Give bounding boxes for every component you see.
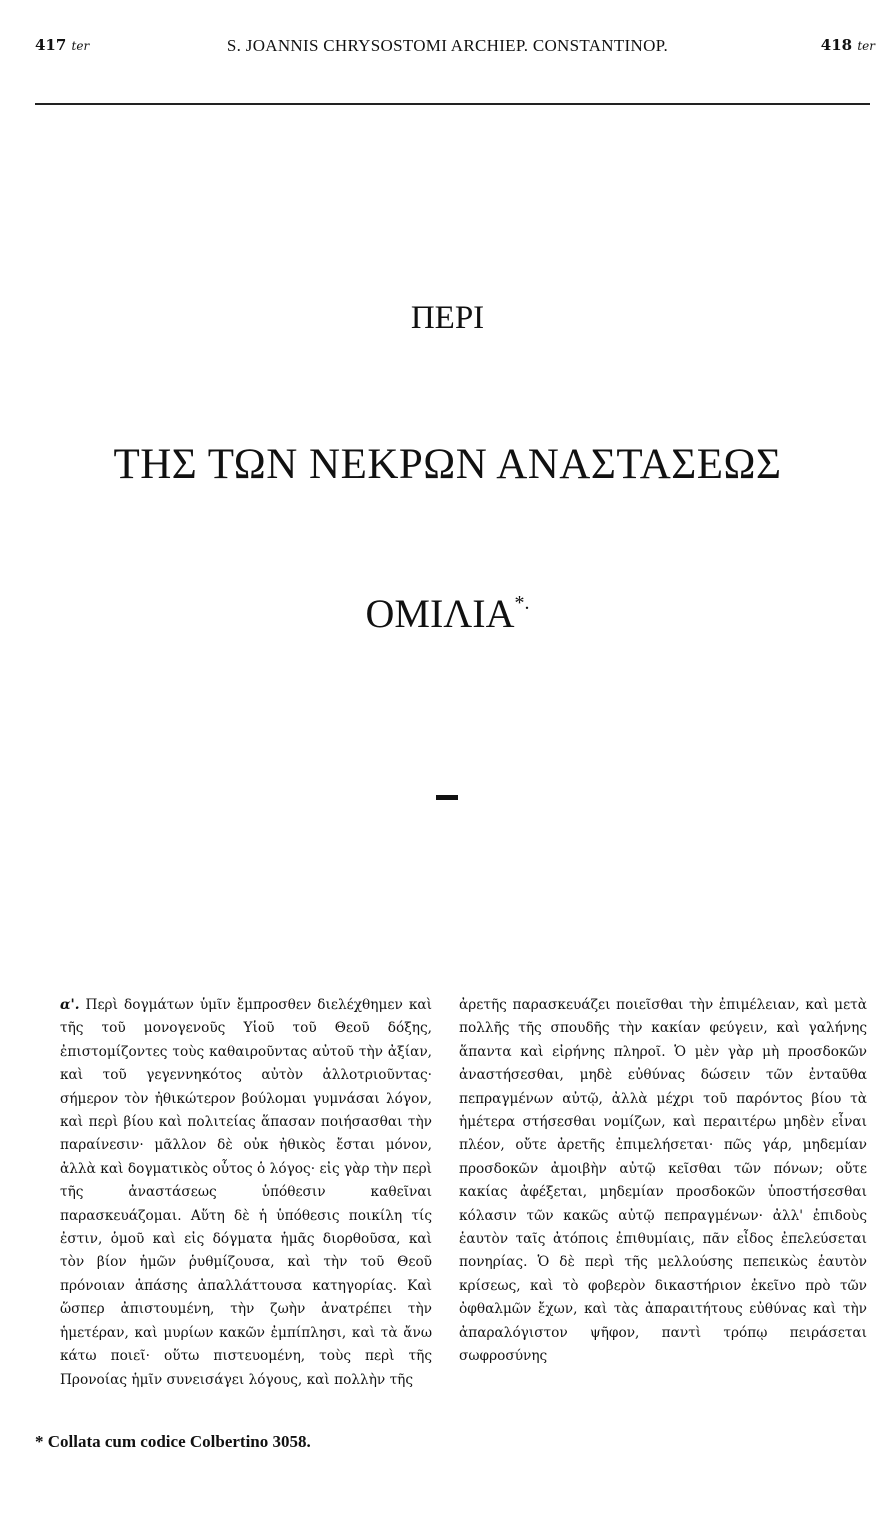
section-mark: α'. <box>60 997 80 1013</box>
right-text-column <box>459 994 867 1369</box>
separator-dash <box>436 795 458 800</box>
footnote: * Collata cum codice Colbertino 3058. <box>35 1432 311 1451</box>
title-line-peri: ΠΕΡΙ <box>410 300 485 336</box>
right-page-number: 418 ter <box>820 36 875 54</box>
header-rule <box>35 103 870 105</box>
right-column-text: ἀρετῆς παρασκευάζει ποιεῖσθαι τὴν ἐπιμέλειαν, καὶ μετὰ πολλῆς τῆς σπουδῆς τὴν κακίαν φεύγειν, καὶ γαλήνης ἅπαντα καὶ εἰρήνης πληροῖ. Ὁ μὲν γὰρ μὴ προσδοκῶν ἀναστήσεσθαι, μηδὲ εὐθύνας δώσειν τῶν ἐνταῦθα πεπραγμένων αὐτῷ, ἀλλὰ μέχρι τοῦ παρόντος βίου τὰ ἡμέτερα στήσεσθαι νομίζων, καὶ περαιτέρω μηδὲν εἶναι πλέον, οὔτε ἀρετῆς ἐπιμελήσεται· πῶς γάρ, μηδεμίαν προσδοκῶν ἀμοιβὴν αὐτῷ κεῖσθαι τῶν πόνων; οὔτε κακίας ἀφέξεται, μηδεμίαν προσδοκῶν ὑποστήσεσθαι κόλασιν τῶν κακῶς αὐτῷ πεπραγμένων· ἀλλ' ἐπιδοὺς ἑαυτὸν ταῖς ἀτόποις ἐπιθυμίαις, πᾶν εἶδος ἐπελεύσεται πονηρίας. Ὁ δὲ περὶ τῆς μελλούσης πεπεικὼς ἑαυτὸν κρίσεως, καὶ τὸ φοβερὸν δικαστήριον ἐκεῖνο πρὸ τῶν ὀφθαλμῶν ἔχων, καὶ τὰς ἀπαραιτήτους εὐθύνας καὶ τὴν ἀπαραλόγιστον ψῆφον, παντὶ τρόπῳ πειράσεται σωφροσύνης <box>459 997 867 1365</box>
running-title: S. JOANNIS CHRYSOSTOMI ARCHIEP. CONSTANTINOP. <box>226 36 669 55</box>
left-text-column <box>60 994 432 1392</box>
footnote-reference: *. <box>514 592 530 614</box>
title-line-main: ΤΗΣ ΤΩΝ ΝΕΚΡΩΝ ΑΝΑΣΤΑΣΕΩΣ <box>113 441 782 488</box>
left-page-number: 417 ter <box>35 36 90 54</box>
title-line-omilia: ΟΜΙΛΙΑ*. <box>365 591 530 636</box>
left-column-text: Περὶ δογμάτων ὑμῖν ἔμπροσθεν διελέχθημεν καὶ τῆς τοῦ μονογενοῦς Υἱοῦ τοῦ Θεοῦ δόξης, ἐπιστομίζοντες τοὺς καθαιροῦντας αὐτοῦ τὴν ἀξίαν, καὶ τοῦ γεγεννηκότος αὐτὸν ἀλλοτριοῦντας· σήμερον τὸν ἠθικώτερον βούλομαι γυμνάσαι λόγον, καὶ περὶ βίου καὶ πολιτείας ἅπασαν ποιήσασθαι τὴν παραίνεσιν· μᾶλλον δὲ οὐκ ἠθικὸς ἔσται μόνον, ἀλλὰ καὶ δογματικὸς οὗτος ὁ λόγος· εἰς γὰρ τὴν περὶ τῆς ἀναστάσεως ὑπόθεσιν καθεῖναι παρασκευάζομαι. Αὕτη δὲ ἡ ὑπόθεσις ποικίλη τίς ἐστιν, ὁμοῦ καὶ εἰς δόγματα ἡμᾶς διορθοῦσα, καὶ τὸν βίον ἡμῶν ῥυθμίζουσα, καὶ τὴν τοῦ Θεοῦ πρόνοιαν ἁπάσης ἀπαλλάττουσα κατηγορίας. Καὶ ὥσπερ ἀπιστουμένη, τὴν ζωὴν ἀνατρέπει τὴν ἡμετέραν, καὶ μυρίων κακῶν ἐμπίπλησι, καὶ τὰ ἄνω κάτω ποιεῖ· οὕτω πιστευομένη, τοὺς περὶ τῆς Προνοίας ἡμῖν συνεισάγει λόγους, καὶ πολλὴν τῆς <box>60 997 432 1388</box>
page-header <box>0 36 895 66</box>
